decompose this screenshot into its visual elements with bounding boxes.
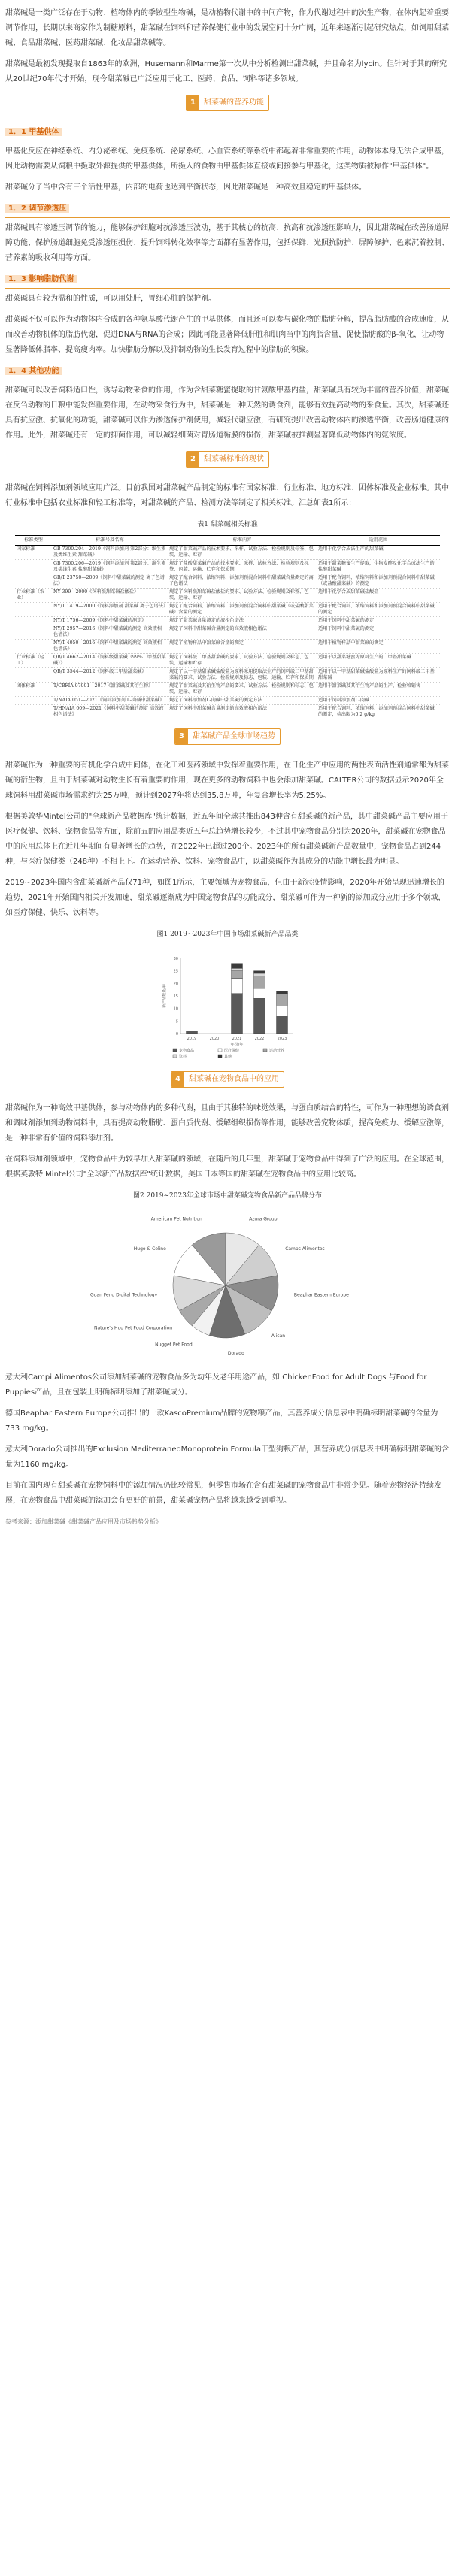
table-cell: 团体标准 (15, 683, 52, 697)
table-cell: T/NAIA 051—2021《饲料添加剂 L-肉碱中甜菜碱》 (52, 697, 168, 705)
table-cell: 规定了配合饲料、浓缩饲料、添加剂预混合饲料中甜菜碱含量测定的离子色谱法 (168, 574, 317, 589)
table-cell: 规定了甜菜碱及其衍生物产品的要求、试验方法、检验规则和标志、包装、运输、贮存 (168, 683, 317, 697)
bar-segment (277, 1016, 288, 1034)
pie-label: Azura Group (249, 1216, 278, 1222)
legend-label: 宠物食品 (179, 1049, 195, 1053)
table-row (15, 668, 440, 683)
y-tick-label: 30 (173, 957, 178, 961)
table-cell: 行业标准（轻工） (15, 654, 52, 668)
table-title: 表1 甜菜碱相关标准 (197, 521, 258, 528)
paragraph: 甜菜碱具有较为温和的性质，可以用处肝，胃细心脏的保护剂。 (5, 295, 216, 303)
table-row (15, 574, 440, 589)
y-axis-label: 新产品数量/种 (162, 984, 167, 1008)
table-cell: 适用于植物样品中甜菜碱的测定 (317, 640, 440, 654)
y-tick-label: 15 (173, 994, 178, 999)
paragraph: 2019~2023年国内含甜菜碱新产品仅71种，如图1所示，主要领域为宠物食品，但由于新冠疫情影响，2020年开始呈现迅速增长的趋势，2021年开始国内相关开发加速，甜菜碱逐渐成为中国宠物食品的功能成分，甜菜碱可作为一种新的添加成分应用于多个领域，如医疗保健、快乐、饮料等。 (5, 879, 446, 917)
table-cell (15, 668, 52, 683)
table-cell: 规定了饲料级甜菜碱盐酸盐的要求、试验方法、检验规则及标签、包装、运输、贮存 (168, 589, 317, 603)
table-cell: 规定了甜菜碱产品的技术要求、采样、试验方法、检验规则及标签、包装、运输、贮存 (168, 546, 317, 560)
table-cell: 适用于饲料中甜菜碱的测定 (317, 625, 440, 640)
paragraph: 甜菜碱分子当中含有三个活性甲基，内部的电荷也达到平衡状态，因此甜菜碱是一种高效且稳定的甲基供体。 (5, 183, 366, 192)
table-row (15, 560, 440, 574)
table-cell: 国家标准 (15, 546, 52, 560)
table-cell: 适用于饲料添加剂L-肉碱 (317, 697, 440, 705)
table-cell: NY/T 2957—2016《饲料中甜菜碱的测定 高效液相色谱法》 (52, 625, 168, 640)
x-tick-label: 2019 (187, 1037, 197, 1041)
table-cell: 行业标准（农业） (15, 589, 52, 603)
table-cell (15, 697, 52, 705)
table-cell: 适用于配合饲料、浓缩饲料和添加剂预混合饲料中甜菜碱的测定 (317, 603, 440, 617)
bar-segment (254, 976, 265, 988)
pie-label: Alican (271, 1333, 286, 1339)
bar-segment (232, 964, 243, 969)
x-tick-label: 2022 (254, 1037, 265, 1041)
section-header-4: 4 甜菜碱在宠物食品中的应用 (0, 1071, 455, 1094)
intro-paragraph-2: 甜菜碱是最初发现提取自1863年的欧洲，Husemann和Marme第一次从中分析检测出甜菜碱，并且命名为lycin。但针对于其的研究从20世纪70年代才开始，现今甜菜碱已广泛应用于化工、医药、食品、饲料等诸多领域。 (5, 60, 447, 83)
bar-segment (232, 971, 243, 979)
x-tick-label: 2020 (209, 1037, 220, 1041)
paragraph: 根据美敦华Mintel公司的"全球新产品数据库"统计数据，近五年间全球共推出843种含有甜菜碱的新产品，其中甜菜碱产品主要应用于医疗保健、饮料、宠物食品等方面，除前五的应用品类近五年总趋势增长较少，不过其中宠物食品分别为2020年，甜菜碱在宠物食品中的应用总体上在近几年期间有显著增长的趋势，在2022年已超过200个。2023年的所有甜菜碱新产品数量中，宠物食品占到244种，与医疗保健类（248种）不相上下。在运动营养、饮料、宠物食品中，以甜菜碱作为其成分的功能中增长最为明显。 (5, 813, 448, 866)
paragraph: 意大利Campi Alimentos公司添加甜菜碱的宠物食品多为幼年及老年用途产品，如 ChickenFood for Adult Dogs 与Food for Puppies产品，且在包装上明确标明添加了甜菜碱成分。 (5, 1373, 427, 1397)
section-number: 1 (187, 95, 199, 110)
table-cell: 适用于以一甲基甜菜碱盐酸盐为原料生产的饲料级二甲基甜菜碱 (317, 668, 440, 683)
pie-label: Hugo & Celine (133, 1246, 166, 1252)
bar-segment (277, 994, 288, 1006)
table-cell: NY/T 1419—2000《饲料添加剂 甜菜碱 离子色谱法》 (52, 603, 168, 617)
pie-label: Beaphar Eastern Europe (293, 1292, 349, 1298)
table-header-cell: 标准号及名称 (52, 536, 168, 546)
legend-swatch (173, 1055, 177, 1058)
paragraph: 德国Beaphar Eastern Europe公司推出的一款KascoPremium品牌的宠物粮产品，其营养成分信息表中明确标明甜菜碱的含量为733 mg/kg。 (5, 1409, 438, 1433)
table-cell: 规定了植物样品中甜菜碱含量的测定 (168, 640, 317, 654)
table-cell: 适用于化学合成法生产的甜菜碱 (317, 546, 440, 560)
subsection-1-2: 1．2 调节渗透压 (5, 201, 450, 218)
table-cell: 规定了饲料级二甲基甜菜碱的要求、试验方法、检验规则及标志、包装、运输和贮存 (168, 654, 317, 668)
table-cell (15, 640, 52, 654)
bar-segment (254, 988, 265, 998)
table-row (15, 589, 440, 603)
table-cell: QB/T 3544—2012《饲料级二甲基甜菜碱》 (52, 668, 168, 683)
table-cell: GB 7300.204—2019《饲料添加剂 第2部分：维生素及类维生素 甜菜碱》 (52, 546, 168, 560)
legend-label: 饮料 (179, 1055, 187, 1058)
table-cell: 规定了甜菜碱含量测定的液相色谱法 (168, 617, 317, 625)
paragraph: 甜菜碱具有渗透压调节的能力，能够保护细胞对抗渗透压波动，基于其核心的抗高、抗高和抗渗透压影响力，因此甜菜碱在改善肠道屏障功能、保护肠道细胞免受渗透压损伤、提升饲料转化效率等方面都有显著作用，包括保鲜、光照抗防护、屏障修护、色素沉着控制、营养素的吸收利用等方面。 (5, 224, 449, 262)
section-header-1 (0, 95, 455, 117)
table-cell: T/HNAIA 009—2021《饲料中甜菜碱的测定 高效液相色谱法》 (52, 705, 168, 719)
bar-chart (0, 945, 455, 1058)
bar-segment (232, 994, 243, 1034)
table-cell (15, 625, 52, 640)
pie-label: Nature's Hug Pet Food Corporation (93, 1325, 173, 1331)
table-cell (15, 560, 52, 574)
paragraph: 在饲料添加剂领域中，宠物食品中为较早加入甜菜碱的领域，在随后的几年里，甜菜碱于宠物食品中得到了广泛的应用。在全球范围，根据英敦特 Mintel公司"全球新产品数据库"统计数据，美国日本等国的甜菜碱在宠物食品中的应用比较高。 (5, 1155, 449, 1179)
table-row (15, 625, 440, 640)
table-row (15, 705, 440, 719)
legend-label: 其他 (224, 1055, 232, 1058)
table-row (15, 617, 440, 625)
subsection-1-3: 1．3 影响脂肪代谢 (5, 272, 450, 289)
table-row (15, 640, 440, 654)
table-cell: T/CBFIA 07001—2017《甜菜碱及其衍生物》 (52, 683, 168, 697)
y-tick-label: 5 (175, 1019, 178, 1025)
pie-label: Nugget Pet Food (155, 1342, 193, 1348)
table-row (15, 654, 440, 668)
x-tick-label: 2023 (277, 1037, 287, 1041)
table-cell: NY/T 4050—2016《饲料中甜菜碱的测定 高效液相色谱法》 (52, 640, 168, 654)
table-cell (15, 574, 52, 589)
paragraph: 意大利Dorado公司推出的Exclusion MediterraneoMonoprotein Formula干型狗粮产品，其营养成分信息表中明确标明甜菜碱的含量为1160 mg/kg。 (5, 1445, 449, 1469)
paragraph: 甜菜碱可以改善饲料适口性，诱导动物采食的作用，作为含甜菜糖蜜提取的甘氨酸甲基内盐，甜菜碱具有较为丰富的营养价值，甜菜碱在反刍动物的日粮中能发挥重要作用，在动物采食行为中，甜菜碱是一种天然的诱食剂，能够有效提高动物的采食量。其次，甜菜碱还具有抗应激、抗氧化的功能，甜菜碱可以作为渗透保护剂使用，减轻代谢应激，有研究提出改善动物体内的渗透平衡，改善肠道健康的作用。此外，甜菜碱还有一定的抑菌作用，可以减轻细菌对胃肠道黏膜的损伤，甜菜碱被推测显著降低动物体内的氨浓度。 (5, 386, 449, 440)
y-tick-label: 25 (173, 969, 178, 974)
legend-label: 运动营养 (269, 1049, 285, 1053)
legend-swatch (218, 1055, 222, 1058)
y-tick-label: 0 (175, 1032, 178, 1037)
table-cell: 适用于甜菜糖蜜生产提取，生物发酵及化学合成法生产的盐酸甜菜碱 (317, 560, 440, 574)
section-header-3: 3 甜菜碱产品全球市场趋势 (0, 728, 455, 751)
legend-swatch (263, 1049, 267, 1052)
table-cell: 规定了饲料添加剂L-肉碱中甜菜碱的测定方法 (168, 697, 317, 705)
subsection-1-4: 1．4 其他功能 (5, 364, 450, 380)
table-cell: 适用于配合饲料、浓缩饲料和添加剂预混合饲料中甜菜碱（或盐酸甜菜碱）的测定 (317, 574, 440, 589)
pie-label: American Pet Nutrition (150, 1216, 202, 1222)
table-cell: NY 399—2000《饲料级甜菜碱盐酸盐》 (52, 589, 168, 603)
table-cell: GB 7300.206—2019《饲料添加剂 第2部分：维生素及类维生素 盐酸甜菜碱》 (52, 560, 168, 574)
intro-paragraph-1: 甜菜碱是一类广泛存在于动物、植物体内的季铵型生物碱，是动植物代谢中的中间产物，作为代谢过程中的次生产物，在体内起着重要调节作用，长期以来商家作为制糖原料，甜菜碱在饲料和营养保健行业中的发展空间十分广阔，近年来逐渐引起研究热点，如饲用甜菜碱、食品甜菜碱、医药甜菜碱、化妆品甜菜碱等。 (5, 9, 449, 47)
pie-label: Guan Feng Digital Technology (89, 1292, 158, 1298)
table-cell: 适用于化学合成甜菜碱盐酸盐 (317, 589, 440, 603)
table-header-cell: 适用范围 (317, 536, 440, 546)
footer-note: 参考来源：添加甜菜碱《甜菜碱产品应用及市场趋势分析》 (5, 1518, 162, 1525)
bar-segment (277, 1006, 288, 1016)
paragraph: 甜菜碱作为一种重要的有机化学合成中间体，在化工和医药领域中发挥着重要作用，在日化生产中应用的两性表面活性剂通常都为甜菜碱的衍生物，且由于甜菜碱对动物生长有着重要的作用，现在更多的动物饲料中也会添加甜菜碱。CALTER公司的数据显示2020年全球饲料用甜菜碱市场需求约为25万吨，预计到2027年将达到35.8万吨，年复合增长率为5.25%。 (5, 761, 449, 800)
pie-label: Dorado (227, 1350, 244, 1356)
pie-label: Camps Alimentos (285, 1246, 325, 1252)
table-row (15, 697, 440, 705)
table-cell: QB/T 4662—2014《饲料级甜菜碱（99%二甲基甜菜碱）》 (52, 654, 168, 668)
table-cell: 规定了配合饲料、浓缩饲料、添加剂预混合饲料中甜菜碱（或盐酸甜菜碱）含量的测定 (168, 603, 317, 617)
bar-segment (254, 971, 265, 973)
y-tick-label: 20 (173, 982, 178, 987)
table-cell: GB/T 23750—2009《饲料中甜菜碱的测定 离子色谱法》 (52, 574, 168, 589)
subsection-1-1: 1．1 甲基供体 (5, 125, 450, 141)
legend-label: 医疗保健 (224, 1049, 240, 1053)
legend-swatch (173, 1049, 177, 1052)
table-cell: 规定了盐酸甜菜碱产品的技术要求、采样、试验方法、检验规则及标签、包装、运输、贮存和保质期 (168, 560, 317, 574)
y-tick-label: 10 (173, 1006, 178, 1012)
table-cell: 适用于配合饲料、浓缩饲料、添加剂预混合饲料中甜菜碱的测定，检出限为0.2 g/kg (317, 705, 440, 719)
bar-segment (277, 991, 288, 993)
table-cell: 适用于甜菜碱及其衍生物产品的生产、检验和销售 (317, 683, 440, 697)
table-cell: NY/T 1756—2009《饲料中甜菜碱的测定》 (52, 617, 168, 625)
figure-2-title: 图2 2019~2023年全球市场中甜菜碱宠物食品新产品品牌分布 (133, 1192, 322, 1200)
table-cell (15, 603, 52, 617)
table-header-cell: 标准类型 (15, 536, 52, 546)
pie-chart (0, 1206, 455, 1364)
table-cell: 适用于以甜菜糖蜜为原料生产的二甲基甜菜碱 (317, 654, 440, 668)
table-row (15, 546, 440, 560)
table-cell: 规定了饲料中甜菜碱含量测定的高效液相色谱法 (168, 625, 317, 640)
legend-swatch (218, 1049, 222, 1052)
bar-segment (254, 998, 265, 1034)
bar-segment (187, 1031, 198, 1034)
paragraph: 甜菜碱在饲料添加剂领域应用广泛。目前我国对甜菜碱产品制定的标准有国家标准、行业标准、地方标准、团体标准及企业标准。其中行业标准中包括农业标准和轻工标准等，对甜菜碱的产品、检测方法等制定了相关标准。汇总如表1所示： (5, 484, 449, 507)
figure-1-title: 图1 2019~2023年中国市场甜菜碱新产品品类 (156, 931, 299, 938)
table-cell: 规定了饲料中甜菜碱含量测定的高效液相色谱法 (168, 705, 317, 719)
table-cell (15, 705, 52, 719)
paragraph: 甜菜碱不仅可以作为动物体内合成的各种氨基酸代谢产生的甲基供体，而且还可以参与碳化物的脂肪分解，提高脂肪酸的合成速度，从而改善动物机体的脂肪代谢，促进DNA与RNA的合成；因此可能显著降低肝脏和肌肉当中的肉脂含量，促使脂肪酸的β-氧化，让动物显著降低体脂率、提高瘦肉率。加快脂肪分解以及抑制动物的生长发育过程中的脂肪的积聚。 (5, 316, 449, 354)
table-cell: 规定了以一甲基甜菜碱盐酸盐为原料采用提取法生产的饲料级二甲基甜菜碱的要求、试验方法、检验规则及标志、包装、运输、贮存和保质期 (168, 668, 317, 683)
x-tick-label: 2021 (232, 1037, 242, 1041)
bar-segment (232, 979, 243, 994)
x-axis-label: 年份/年 (230, 1043, 244, 1047)
bar-segment (232, 968, 243, 970)
section-header-2: 2 甜菜碱标准的现状 (0, 451, 455, 474)
table-cell: 适用于饲料中甜菜碱的测定 (317, 617, 440, 625)
paragraph: 目前在国内现有甜菜碱在宠物饲料中的添加情况仍比较常见，但零售市场在含有甜菜碱的宠物食品中非常少见。随着宠物经济持续发展，在宠物食品中甜菜碱的添加会有更好的前景，甜菜碱宠物产品将越来越受到重视。 (5, 1482, 441, 1505)
table-row (15, 683, 440, 697)
table-cell (15, 617, 52, 625)
table-header-cell: 标准内容 (168, 536, 317, 546)
standards-table (15, 535, 440, 719)
paragraph: 甜菜碱作为一种高效甲基供体，参与动物体内的多种代谢，且由于其独特的味觉效果，与蛋白质结合的特性，可作为一种理想的诱食剂和调味剂添加到动物饲料中，具有提高动物脂肪、蛋白质代谢、缓解组织损伤等作用，能够改善宠物体质，提高免疫力、缓解应激等，是一种非常有价值的饲料添加剂。 (5, 1104, 449, 1143)
bar-segment (254, 973, 265, 976)
paragraph: 甲基化反应在神经系统、内分泌系统、免疫系统、泌尿系统、心血管系统等系统中都起着非常重要的作用，动物体本身无法合成甲基，因此动物需要从饲粮中摄取外源提供的甲基供体，所摄入的食物由甲基供体直接或间接参与甲基化，这类物质被称作"甲基供体"。 (5, 147, 449, 171)
table-row (15, 603, 440, 617)
section-title: 甜菜碱的营养功能 (203, 98, 264, 107)
